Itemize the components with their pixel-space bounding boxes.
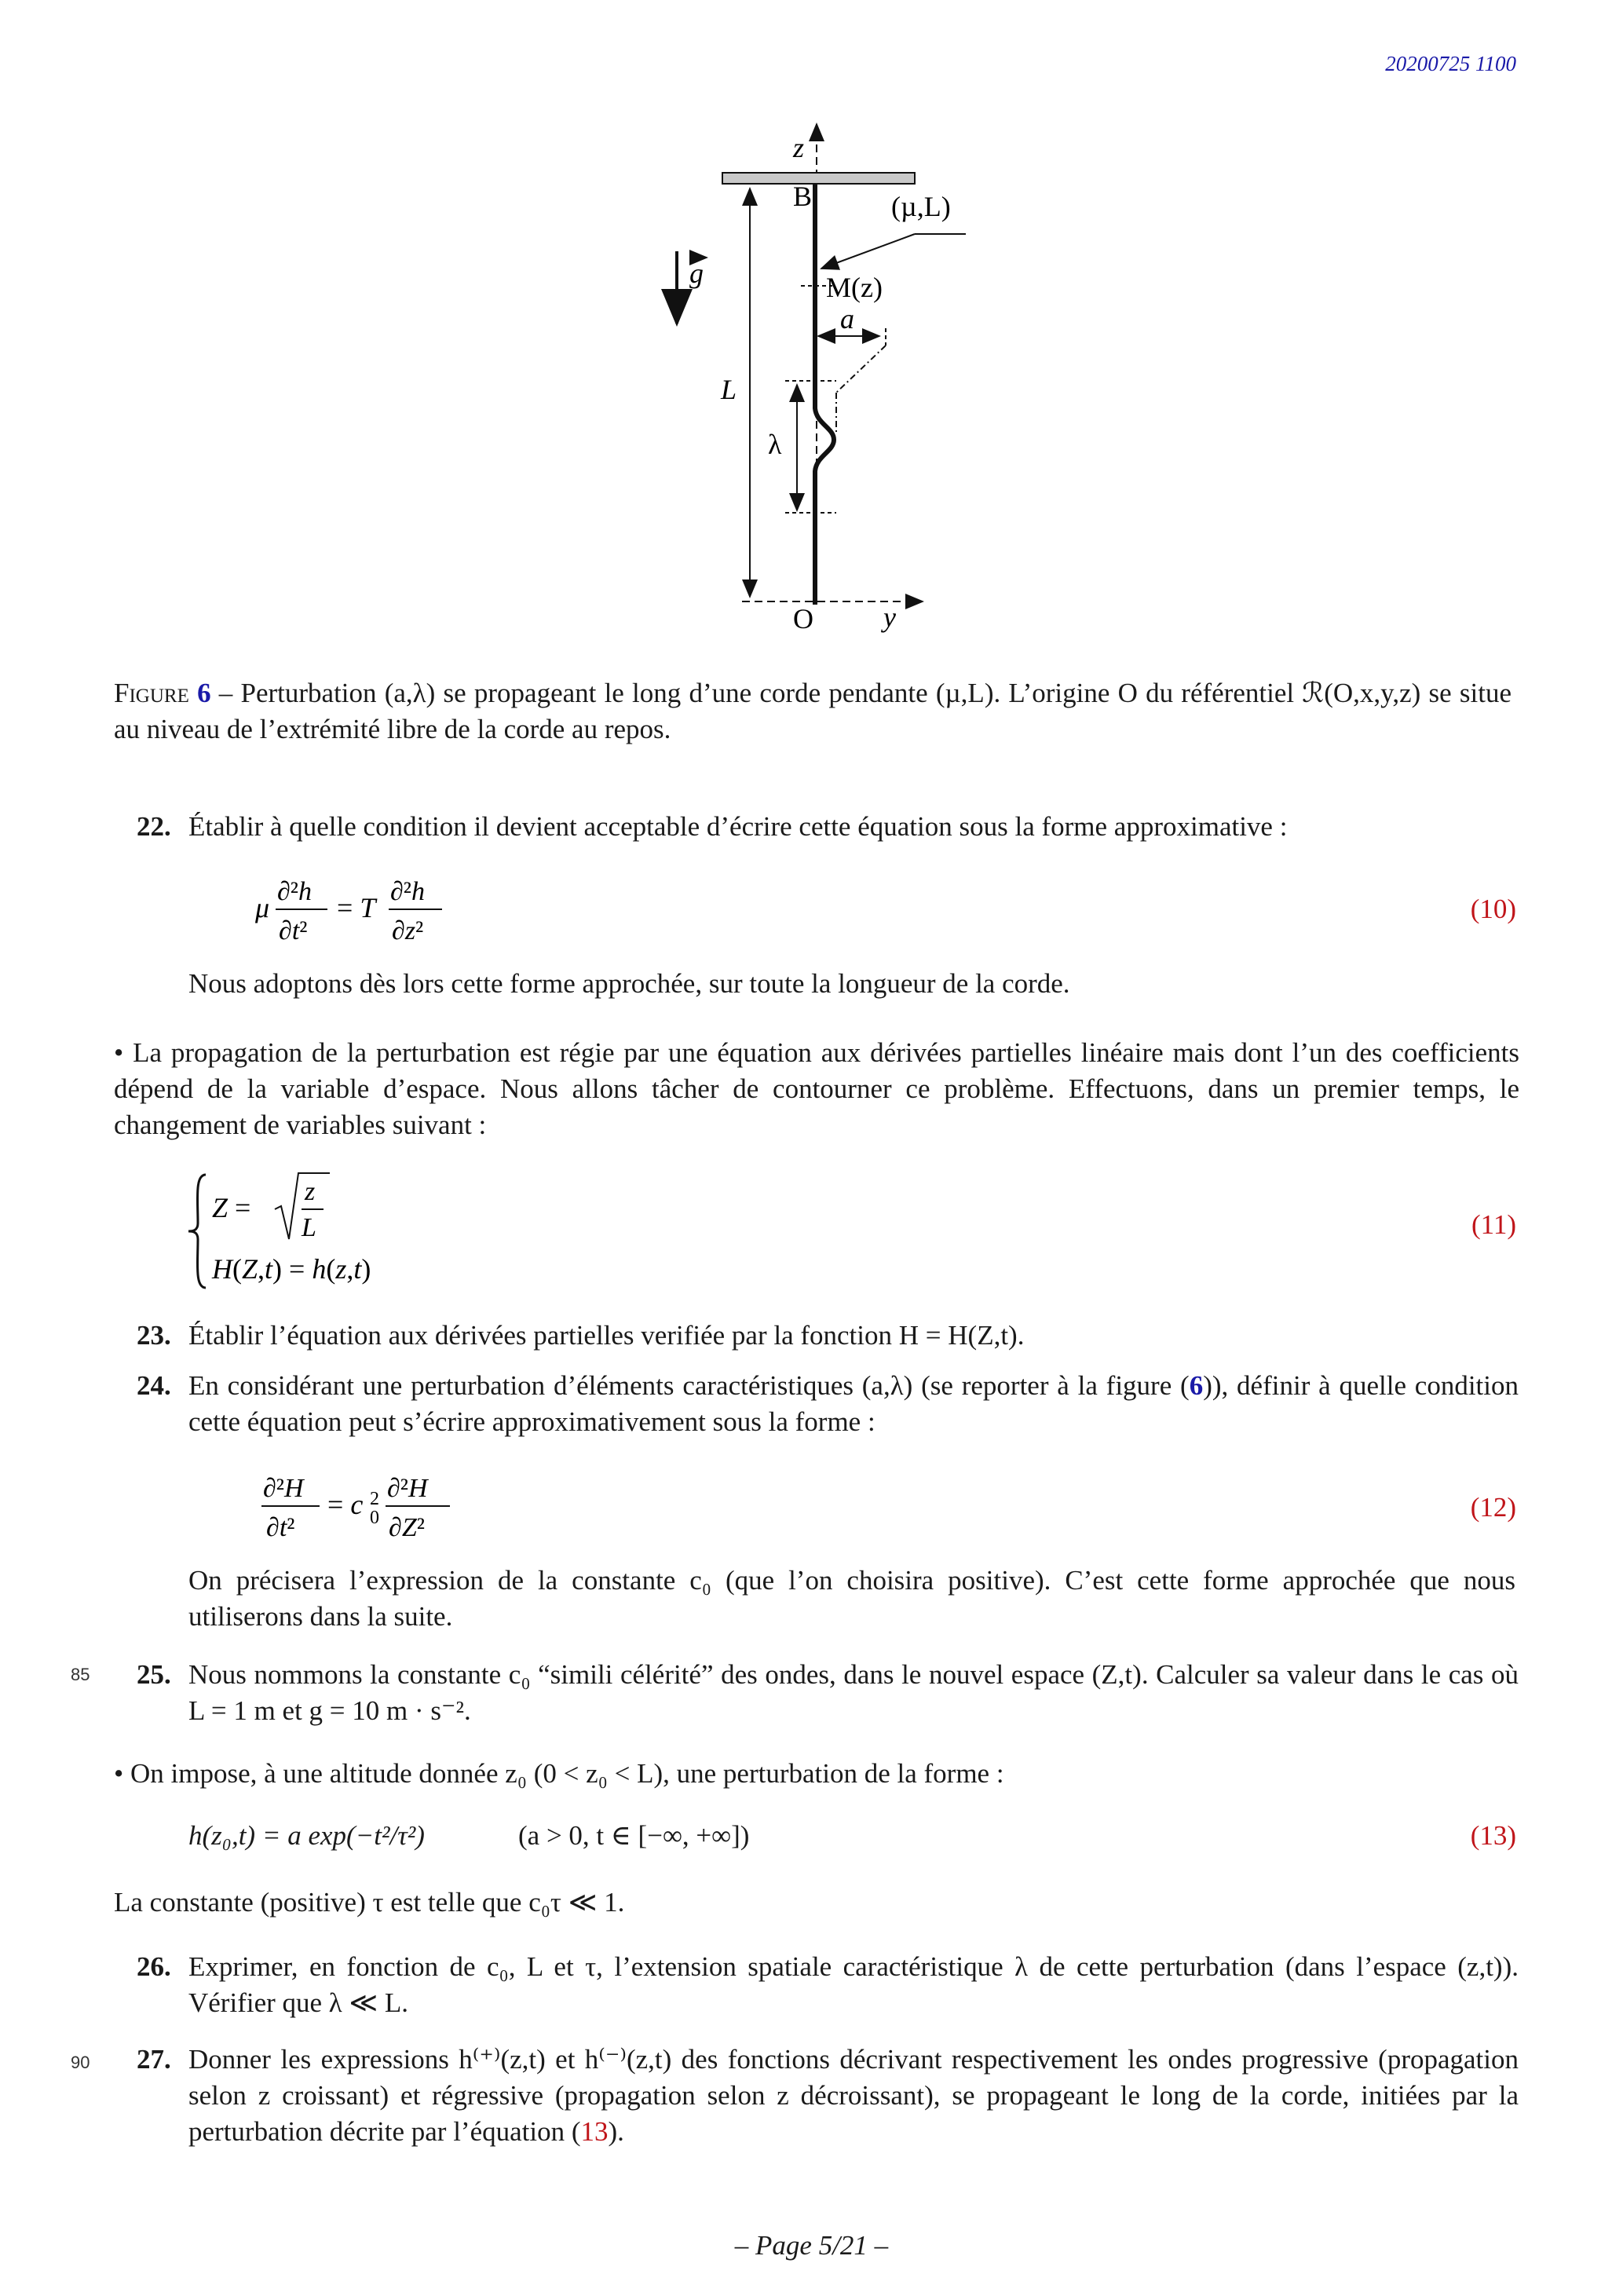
question-number: 27.: [137, 2044, 171, 2075]
equation-13-number[interactable]: (13): [1470, 1820, 1516, 1851]
page-footer: – Page 5/21 –: [734, 2230, 889, 2261]
question-text: En considérant une perturbation d’éléments caractéristiques (a,λ) (se reporter à la figure (6)), définir à quelle condition cette équation peut s’écrire approximativement sous la forme :: [188, 1370, 1519, 1437]
question-25: [137, 1657, 1519, 1729]
question-27: [137, 2042, 1519, 2150]
caption-number[interactable]: 6: [197, 678, 211, 708]
equation-10: [255, 870, 459, 949]
question-text: Nous nommons la constante c₀ “simili célérité” des ondes, dans le nouvel espace (Z,t). Calculer sa valeur dans le cas où L = 1 m et g = 10 m · s⁻².: [188, 1659, 1519, 1726]
equation-12: [255, 1467, 459, 1545]
bullet-paragraph-1: • La propagation de la perturbation est régie par une équation aux dérivées partielles linéaire mais dont l’un des coefficients dépend de la variable d’espace. Nous allons tâcher de contourner ce problème. Effectuons, dans un premier temps, le changement de variables suivant :: [114, 1037, 1519, 1140]
question-22: [137, 809, 1519, 845]
question-text: Établir l’équation aux dérivées partielles verifiée par la fonction H = H(Z,t).: [188, 1320, 1025, 1351]
bullet-paragraph-2: • On impose, à une altitude donnée z₀ (0 < z₀ < L), une perturbation de la forme :: [114, 1758, 1004, 1789]
caption-prefix: Figure: [114, 678, 189, 708]
svg-text:∂²H: ∂²H: [263, 1474, 304, 1503]
m-point-label: M(z): [826, 272, 883, 303]
question-number: 26.: [137, 1951, 171, 1982]
question-text: Exprimer, en fonction de c₀, L et τ, l’extension spatiale caractéristique λ de cette perturbation (dans l’espace (z,t)). Vérifier que λ ≪ L.: [188, 1951, 1519, 2018]
line-number: 90: [71, 2053, 90, 2072]
svg-text:= c: = c: [327, 1489, 364, 1520]
z-axis-label: z: [793, 132, 805, 163]
equation-13: h(z₀,t) = a exp(−t²/τ²): [188, 1820, 425, 1851]
svg-text:∂Z²: ∂Z²: [389, 1513, 425, 1542]
question-text: Établir à quelle condition il devient acceptable d’écrire cette équation sous la forme approximative :: [188, 811, 1288, 842]
svg-text:∂t²: ∂t²: [266, 1513, 295, 1542]
question-text: Donner les expressions h⁽⁺⁾(z,t) et h⁽⁻⁾(z,t) des fonctions décrivant respectivement les ondes progressive (propagation selon z croissant) et régressive (propagation selon z décroissant), se propageant le long de la corde, initiées par la perturbation décrite par l’équation (13).: [188, 2044, 1519, 2147]
svg-text:= T: = T: [337, 892, 376, 923]
equation-13-condition: (a > 0, t ∈ [−∞, +∞]): [518, 1820, 750, 1851]
svg-text:0: 0: [370, 1508, 379, 1528]
question-26: [137, 1949, 1519, 2021]
equation-11: [188, 1168, 440, 1294]
svg-text:∂²h: ∂²h: [390, 877, 425, 906]
o-point-label: O: [793, 603, 813, 634]
line-number: 85: [71, 1665, 90, 1684]
equation-10-number[interactable]: (10): [1470, 894, 1516, 924]
figure-ref-link[interactable]: 6: [1189, 1370, 1204, 1401]
svg-text:2: 2: [370, 1489, 379, 1509]
svg-text:L: L: [302, 1213, 316, 1242]
question-number: 22.: [137, 811, 171, 842]
mu-l-label: (µ,L): [891, 191, 951, 222]
eq10-followup: Nous adoptons dès lors cette forme approchée, sur toute la longueur de la corde.: [188, 968, 1070, 999]
svg-text:z: z: [305, 1177, 316, 1206]
a-label: a: [840, 303, 854, 335]
y-axis-label: y: [883, 601, 896, 633]
document-code: 20200725 1100: [1385, 52, 1516, 75]
equation-ref-link[interactable]: 13: [580, 2116, 609, 2147]
eq13-followup: La constante (positive) τ est telle que c₀τ ≪ 1.: [114, 1887, 625, 1918]
figure-caption: [114, 675, 1512, 748]
ceiling-support: [722, 173, 915, 184]
hanging-string: [815, 184, 834, 605]
svg-text:∂²h: ∂²h: [277, 877, 312, 906]
g-label: g: [689, 258, 704, 289]
b-point-label: B: [793, 181, 813, 212]
svg-text:μ: μ: [255, 892, 270, 923]
equation-11-number[interactable]: (11): [1471, 1209, 1516, 1240]
svg-text:Z =: Z =: [212, 1192, 251, 1223]
svg-text:H(Z,t) = h(z,t): H(Z,t) = h(z,t): [212, 1253, 371, 1285]
question-23: [137, 1318, 1519, 1354]
l-length-label: L: [721, 374, 737, 405]
svg-text:∂z²: ∂z²: [392, 916, 424, 945]
lambda-label: λ: [768, 429, 782, 460]
equation-12-number[interactable]: (12): [1470, 1492, 1516, 1523]
svg-text:∂²H: ∂²H: [387, 1474, 428, 1503]
question-number: 25.: [137, 1659, 171, 1690]
caption-text: – Perturbation (a,λ) se propageant le long d’une corde pendante (µ,L). L’origine O du référentiel ℛ(O,x,y,z) se situe au niveau de l’extrémité libre de la corde au repos.: [114, 678, 1512, 744]
svg-text:∂t²: ∂t²: [279, 916, 308, 945]
figure-hanging-string: [644, 118, 989, 652]
eq12-followup: On précisera l’expression de la constante c₀ (que l’on choisira positive). C’est cette forme approchée que nous utiliserons dans la suite.: [188, 1565, 1515, 1632]
question-number: 24.: [137, 1370, 171, 1401]
question-number: 23.: [137, 1320, 171, 1351]
question-24: [137, 1368, 1519, 1440]
